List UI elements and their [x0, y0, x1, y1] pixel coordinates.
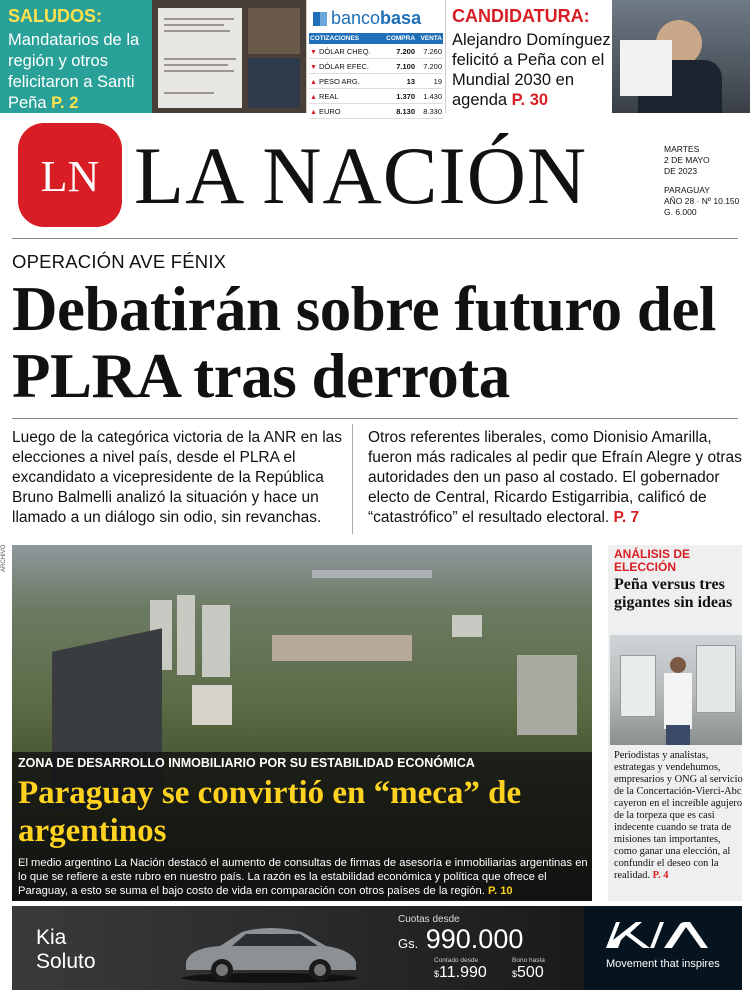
sell-rate: 7.260 [416, 44, 443, 59]
main-kicker: OPERACIÓN AVE FÉNIX [12, 251, 227, 272]
divider [12, 238, 738, 239]
teaser-kicker: SALUDOS: [8, 6, 102, 26]
feature-kicker: ZONA DE DESARROLLO INMOBILIARIO POR SU ESTABILIDAD ECONÓMICA [18, 756, 475, 770]
page-ref: P. 30 [511, 91, 549, 109]
issue-year: DE 2023 [664, 166, 698, 176]
car-image [180, 918, 360, 984]
column-text: Otros referentes liberales, como Dionisio Amarilla, fueron más radicales al pedir que Efraín Alegre y otras autoridades den un paso al costado. El gobernador electo de Central, Ricardo Estigarribia, calificó de “catastrófico” el resultado electoral. [368, 429, 742, 526]
table-row [309, 59, 443, 74]
up-arrow-icon: ▲ [310, 93, 317, 101]
teaser-candidatura[interactable] [446, 0, 750, 113]
currency-label: DÓLAR CHEQ. [318, 46, 371, 56]
bank-name-bold: basa [380, 8, 422, 28]
divider [12, 418, 738, 419]
ad-price-value: 990.000 [425, 924, 524, 954]
issue-day: MARTES [664, 144, 700, 154]
sidebar-text: Periodistas y analistas, estrategas y vendehumos, empresarios y ONG al servicio de la Concertación-Vierci-Abc cayeron en el increíble agujero de la torpeza que es casi indecente cuando se trata de misiones tan importantes, como ganar una elección, al confundir el deseo con la realidad. [614, 750, 743, 881]
currency-label: DÓLAR EFEC. [318, 61, 369, 71]
main-headline[interactable]: Debatirán sobre futuro del PLRA tras derrota [12, 274, 716, 411]
sidebar-body [614, 750, 744, 882]
ad-dollar: $ [512, 969, 518, 979]
sell-rate: 8.330 [416, 104, 443, 119]
teaser-saludos[interactable] [0, 0, 152, 113]
exchange-table [309, 33, 443, 119]
ad-model-name [36, 926, 96, 974]
page-ref: P. 7 [613, 509, 640, 526]
ad-model-line: Soluto [36, 950, 96, 973]
col-header: COMPRA [381, 33, 416, 44]
tweet-card-image [158, 8, 242, 108]
issue-info [664, 144, 750, 218]
logo-text: LN [40, 152, 100, 201]
photo-thumbnail [248, 58, 300, 108]
teaser-exchange-rates[interactable] [306, 0, 446, 116]
ad-model-line: Kia [36, 926, 67, 949]
teaser-kicker: CANDIDATURA: [452, 6, 590, 26]
col-header: COTIZACIONES [309, 33, 381, 44]
up-arrow-icon: ▲ [310, 108, 317, 116]
teaser-text: Mandatarios de la región y otros felicitaron a Santi Peña [8, 31, 140, 112]
feature-text: El medio argentino La Nación destacó el aumento de consultas de firmas de asesoría e inmobiliarias argentinas en lo que se refiere a este rubro en nuestro país. La razón es la estabilidad económica y política que ofrece el Paraguay, a esto se suma el bajo costo de vida en comparación con otros países de la región. [18, 857, 588, 897]
feature-headline[interactable]: Paraguay se convirtió en “meca” de argentinos [18, 775, 522, 849]
page-ref: P. 2 [51, 94, 79, 112]
ad-bonus-label: Bono hasta [512, 957, 545, 964]
issue-price: G. 6.000 [664, 207, 697, 217]
newspaper-title: LA NACIÓN [134, 130, 588, 221]
page-ref: P. 4 [652, 870, 669, 881]
ad-dollar: $ [434, 969, 440, 979]
issue-date: 2 DE MAYO [664, 155, 710, 165]
table-row [309, 104, 443, 119]
sidebar-kicker: ANÁLISIS DE ELECCIÓN [614, 547, 691, 574]
voting-booth-photo [610, 635, 742, 745]
ad-bonus-value [512, 964, 544, 982]
issue-place: PARAGUAY [664, 185, 710, 195]
kia-logo [604, 920, 722, 950]
table-row [309, 74, 443, 89]
teaser-social-screenshots [152, 0, 306, 113]
teaser-body [8, 30, 148, 114]
buy-rate: 8.130 [381, 104, 416, 119]
ad-quotes-label: Cuotas desde [398, 914, 460, 925]
bank-icon [313, 12, 327, 26]
table-row [309, 44, 443, 59]
photo-credit: ARCHIVO [1, 544, 7, 572]
up-arrow-icon: ▲ [310, 78, 317, 86]
buy-rate: 7.100 [381, 59, 416, 74]
teaser-text: Alejandro Domínguez felicitó a Peña con el Mundial 2030 en agenda [452, 31, 611, 109]
down-arrow-icon: ▼ [310, 48, 317, 56]
main-column-right [368, 428, 744, 528]
sell-rate: 1.430 [416, 89, 443, 104]
bank-logo [313, 8, 421, 29]
main-column-left: Luego de la categórica victoria de la ANR en las elecciones a nivel país, desde el PLRA el excandidato a vicepresidente de la República Bruno Balmelli analizó la situación y hace un llamado a un diálogo sin odio, sin revanchas. [12, 429, 343, 526]
ad-slogan: Movement that inspires [606, 958, 720, 970]
table-row [309, 89, 443, 104]
ln-logo[interactable] [18, 123, 122, 227]
currency-label: EURO [318, 106, 341, 116]
ad-price [398, 924, 523, 955]
teaser-body [452, 30, 612, 110]
buy-rate: 7.200 [381, 44, 416, 59]
col-header: VENTA [416, 33, 443, 44]
candidatura-photo [612, 0, 750, 113]
currency-label: REAL [318, 91, 339, 101]
buy-rate: 1.370 [381, 89, 416, 104]
currency-label: PESO ARG. [318, 76, 360, 86]
bank-name-light: banco [331, 8, 381, 28]
ad-down-value [434, 964, 487, 982]
issue-edition: AÑO 28 · Nº 10.150 [664, 196, 740, 206]
page-ref: P. 10 [487, 885, 513, 897]
down-arrow-icon: ▼ [310, 63, 317, 71]
sell-rate: 19 [416, 74, 443, 89]
ad-currency: Gs. [398, 936, 419, 951]
sell-rate: 7.200 [416, 59, 443, 74]
ad-down-label: Contado desde [434, 957, 479, 964]
feature-body [18, 856, 590, 898]
ad-bonus-amount: 500 [517, 964, 544, 981]
column-divider [352, 424, 353, 534]
kia-logo-text: KIA [604, 920, 606, 921]
sidebar-headline[interactable]: Peña versus tres gigantes sin ideas [614, 576, 733, 611]
buy-rate: 13 [381, 74, 416, 89]
photo-thumbnail [248, 8, 300, 54]
ad-down-amount: 11.990 [439, 964, 487, 981]
